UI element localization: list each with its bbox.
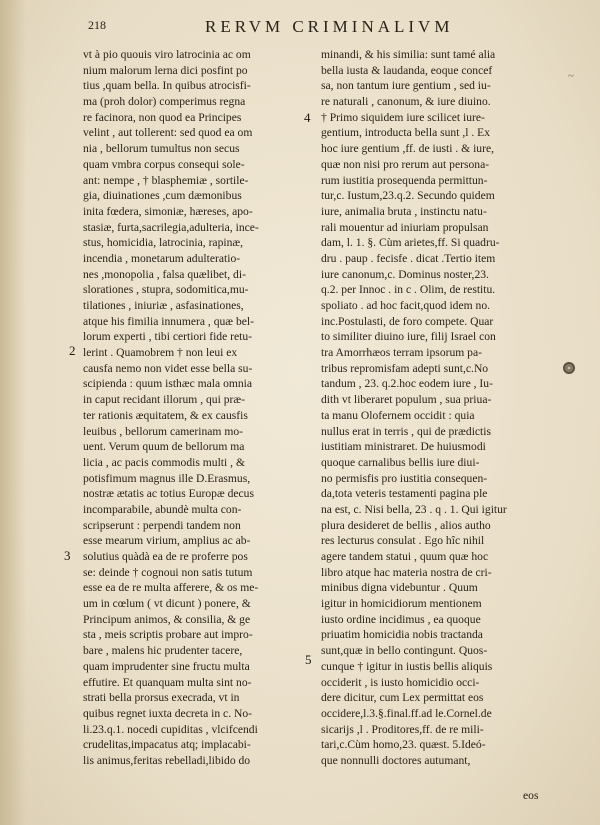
text-line: tandum , 23. q.2.hoc eodem iure , Iu- [321, 377, 493, 391]
margin-number: 4 [304, 110, 311, 125]
text-line: hoc iure gentium ,ff. de iusti . & iure, [321, 142, 495, 156]
text-line: agere tandem statui , quum quæ hoc [321, 550, 489, 563]
text-line: priuatim homicidia nobis tractanda [321, 628, 483, 642]
text-line: dere dicitur, cum Lex permittat eos [321, 691, 484, 705]
text-line: no permisfis pro iustitia consequen- [321, 471, 488, 485]
text-line: nium malorum lerna dici posfint po [83, 63, 248, 77]
text-line: ant: nempe , † blasphemiæ , sortile- [83, 173, 249, 187]
text-line: sicarijs ,l . Proditores,ff. de re mili- [321, 722, 484, 736]
text-line: minibus digna videbuntur . Quum [321, 581, 478, 595]
text-line: nia , bellorum tumultus non secus [83, 142, 240, 156]
text-line: li.23.q.1. nocedi cupiditas , vlcifcendi [83, 722, 258, 736]
text-line: plura desideret de bellis , alios autho [321, 518, 491, 532]
text-line: slorationes , stupra, sodomitica,mu- [83, 283, 249, 297]
text-line: stasiæ, furta,sacrilegia,adulteria, ince- [83, 220, 259, 234]
margin-number: 5 [305, 652, 312, 667]
text-line: vt à pio quouis viro latrocinia ac om [83, 48, 251, 61]
text-line: iure, animalia bruta , instinctu natu- [321, 204, 487, 218]
text-line: bare , malens hic prudenter tacere, [83, 644, 243, 658]
text-line: spoliato . ad hoc facit,quod idem no. [321, 299, 491, 312]
text-line: tius ,quam bella. In quibus atrocisfi- [83, 79, 251, 93]
text-line: causfa nemo non videt esse bella su- [83, 361, 253, 375]
text-line: occiderit , is iusto homicidio occi- [321, 675, 480, 689]
text-line: res lecturus consulat . Ego hîc nihil [321, 534, 485, 548]
text-line: nes ,monopolia , falsa quælibet, di- [83, 267, 246, 281]
text-line: rum iustitia prosequenda permittun- [321, 173, 488, 187]
text-line: re facinora, non quod ea Principes [83, 110, 242, 124]
text-line: tur,c. Iustum,23.q.2. Secundo quidem [321, 189, 495, 203]
text-line: lorum experti , tibi certiori fide retu- [83, 330, 253, 344]
margin-mark: ~ [568, 70, 574, 82]
text-line: occidere,l.3.§.final.ff.ad le.Cornel.de [321, 706, 492, 720]
text-line: iusto ordine incidimus , ea quoque [321, 612, 481, 626]
text-line: minandi, & his similia: sunt tamé alia [321, 48, 496, 61]
text-line: esse mearum virium, amplius ac ab- [83, 534, 251, 548]
text-line: uent. Verum quum de bellorum ma [83, 440, 245, 454]
text-line: sunt,quæ in bello contingunt. Quos- [321, 644, 488, 658]
text-line: in caput recidant illorum , qui præ- [83, 393, 245, 407]
text-line: tilationes , iniuriæ , asfasinationes, [83, 299, 244, 312]
text-line: quibus regnet iuxta decreta in c. No- [83, 706, 253, 720]
text-line: da,tota veteris testamenti pagina ple [321, 487, 488, 501]
text-line: rali mouentur ad iniuriam propulsan [321, 220, 489, 234]
right-text-column [321, 47, 543, 769]
running-head: RERVM CRIMINALIVM [205, 17, 454, 36]
text-line: dru . paup . fecisfe . dicat .Tertio item [321, 251, 496, 265]
text-line: dam, l. 1. §. Cùm arietes,ff. Si quadru- [321, 236, 500, 250]
text-line: to similiter diuino iure, filij Israel con [321, 330, 496, 344]
text-line: tra Amorrhæos terram ipsorum pa- [321, 346, 482, 360]
text-line: na est, c. Nisi bella, 23 . q . 1. Qui igitur [321, 502, 507, 516]
text-line: quam imprudenter sine fructu multa [83, 659, 250, 673]
text-line: sta , meis scriptis probare aut impro- [83, 628, 253, 642]
text-line: iustitiam ministraret. De huiusmodi [321, 440, 486, 454]
page-number: 218 [88, 18, 106, 32]
text-line: incendia , monetarum adulteratio- [83, 251, 241, 265]
binding-hole [563, 362, 575, 374]
text-line: nullus erat in terris , qui de prædictis [321, 424, 492, 438]
text-line: potisfimum magnus ille D.Erasmus, [83, 471, 251, 485]
text-line: tari,c.Cùm homo,23. quæst. 5.Ideó- [321, 738, 486, 752]
text-line: q.2. per Innoc . in c . Olim, de restitu. [321, 283, 496, 297]
text-line: ta manu Olofernem occidit : quia [321, 408, 475, 422]
text-line: atque his fimilia innumera , quæ bel- [83, 314, 254, 328]
text-line: um in cœlum ( vt dicunt ) ponere, & [83, 597, 251, 611]
text-line: bella iusta & laudanda, eoque concef [321, 63, 493, 77]
text-line: scipienda : quum isthæc mala omnia [83, 377, 253, 391]
text-line: licia , ac pacis commodis multi , & [83, 455, 245, 469]
left-text-column [83, 47, 305, 769]
text-line: re naturali , canonum, & iure diuino. [321, 95, 491, 109]
text-line: se: deinde † cognoui non satis tutum [83, 565, 253, 579]
text-line: inita fœdera, simoniæ, hæreses, apo- [83, 204, 253, 218]
text-line: quæ non nisi pro rerum aut persona- [321, 157, 490, 171]
text-line: effutire. Et quanquam multa sint no- [83, 675, 252, 689]
text-line: solutius quàdà ea de re proferre pos [83, 550, 248, 563]
margin-number: 2 [69, 343, 76, 358]
text-line: gentium, introducta bella sunt ,l . Ex [321, 126, 491, 140]
text-line: lis animus,feritas rebelladi,libido do [83, 753, 251, 767]
text-line: inc.Postulasti, de foro compete. Quar [321, 314, 494, 328]
text-line: scripserunt : perpendi tandem non [83, 518, 241, 532]
text-line: que nonnulli doctores autumant, [321, 753, 471, 767]
text-line: lerint . Quamobrem † non leui ex [83, 346, 238, 360]
text-line: nostræ ætatis ac totius Europæ decus [83, 487, 254, 501]
text-line: esse ea de re multa afferere, & os me- [83, 581, 259, 595]
text-line: sa, non tantum iure gentium , sed iu- [321, 79, 491, 93]
margin-number: 3 [64, 548, 71, 563]
text-line: dith vt liberaret populum , sua priua- [321, 393, 492, 407]
text-line: crudelitas,impacatus atq; implacabi- [83, 738, 251, 752]
text-line: igitur in homicidiorum mentionem [321, 597, 482, 611]
text-line: leuibus , bellorum camerinam mo- [83, 424, 244, 438]
text-line: gia, diuinationes ,cum dæmonibus [83, 189, 242, 203]
text-line: libro atque hac materia nostra de cri- [321, 565, 492, 579]
text-line: quoque carnalibus bellis iure diui- [321, 455, 480, 469]
catchword: eos [523, 789, 539, 802]
text-line: quam vmbra corpus consequi sole- [83, 157, 245, 171]
text-line: ma (proh dolor) comperimus regna [83, 95, 246, 109]
text-line: tribus repromisfam adepti sunt,c.No [321, 361, 489, 375]
text-line: Principum animos, & consilia, & ge [83, 612, 251, 626]
gutter-shadow [0, 0, 26, 825]
text-line: ter rationis æquitatem, & ex causfis [83, 408, 248, 422]
text-line: velint , aut tollerent: sed quod ea om [83, 126, 253, 140]
text-line: stus, homicidia, latrocinia, rapinæ, [83, 236, 244, 250]
text-line: strati bella prorsus execrada, vt in [83, 691, 240, 705]
text-line: † Primo siquidem iure scilicet iure- [321, 110, 485, 124]
text-line: incomparabile, abundè multa con- [83, 502, 242, 516]
text-line: cunque † igitur in iustis bellis aliquis [321, 659, 493, 673]
text-line: iure canonum,c. Dominus noster,23. [321, 267, 489, 281]
